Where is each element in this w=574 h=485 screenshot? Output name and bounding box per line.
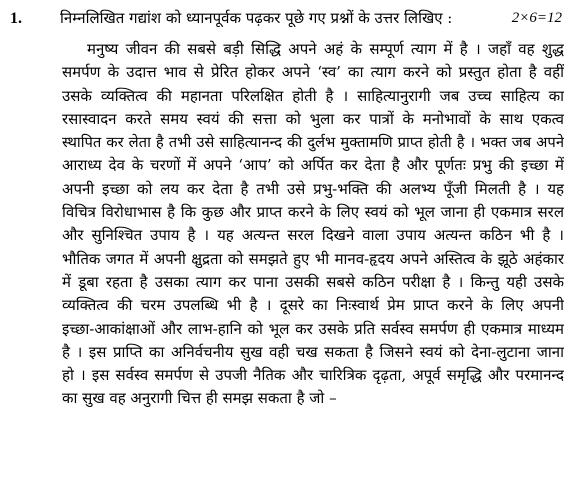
passage-line: का सुख वह अनुरागी चित्त ही समझ सकता है जो – [62, 389, 337, 408]
question-header [10, 8, 566, 34]
passage-line: समर्पण के उदात्त भाव से प्रेरित होकर अपने ‘स्व’ का त्याग करने को प्रस्तुत होता है वहीं [62, 63, 564, 82]
passage-line: अपनी इच्छा को लय कर देता है तभी उसे प्रभु-भक्ति की अलभ्य पूँजी मिलती है । यह [62, 179, 564, 198]
passage-line: है । इस प्राप्ति का अनिर्वचनीय सुख वही चख सकता है जिसने स्वयं को देना-लुटाना जाना [62, 342, 564, 361]
passage-line: उसके व्यक्तित्व की महानता परिलक्षित होती है । साहित्यानुरागी जब उच्च साहित्य का [62, 86, 564, 105]
question-instruction: निम्नलिखित गद्यांश को ध्यानपूर्वक पढ़कर पूछे गए प्रश्नों के उत्तर लिखिए : [60, 9, 453, 27]
passage-line: में डूबा रहता है उसका त्याग कर पाना उसकी सबसे कठिन परीक्षा है । किन्तु यही उसके [62, 272, 564, 291]
question-number: 1. [10, 10, 22, 27]
passage-line: आराध्य देव के चरणों में अपने ‘आप’ को अर्पित कर देता है और पूर्णतः प्रभु की इच्छा में [62, 156, 564, 175]
passage [62, 38, 564, 411]
question-marks: 2×6=12 [511, 10, 562, 26]
passage-line: भौतिक जगत में अपनी क्षुद्रता को समझते हुए भी मानव-हृदय अपने अस्तित्व के झूठे अहंकार [62, 249, 564, 268]
passage-line: हो । इस सर्वस्व समर्पण से उपजी नैतिक और चारित्रिक दृढ़ता, अपूर्व समृद्धि और परमानन्द [62, 366, 564, 385]
passage-line: मनुष्य जीवन की सबसे बड़ी सिद्धि अपने अहं के सम्पूर्ण त्याग में है । जहाँ वह शुद्ध [87, 40, 564, 58]
passage-line: विचित्र विरोधाभास है कि कुछ और प्राप्त करने के लिए स्वयं को भूल जाना ही एकमात्र सरल [62, 203, 564, 222]
passage-line: इच्छा-आकांक्षाओं और लाभ-हानि को भूल कर उसके प्रति सर्वस्व समर्पण ही एकमात्र माध्यम [62, 319, 564, 338]
passage-line: व्यक्तित्व की चरम उपलब्धि भी है । दूसरे का निःस्वार्थ प्रेम प्राप्त करने के लिए अपनी [62, 296, 564, 315]
passage-line: और सुनिश्चित उपाय है । यह अत्यन्त सरल दिखने वाला उपाय अत्यन्त कठिन भी है । [62, 226, 564, 245]
passage-line: रसास्वादन करते समय स्वयं की सत्ता को भुला कर पात्रों के मनोभावों के साथ एकत्व [62, 109, 564, 128]
passage-line: स्थापित कर लेता है तभी उसे साहित्यानन्द की दुर्लभ मुक्तामणि प्राप्त होती है । भक्त जब अपने [62, 134, 564, 152]
